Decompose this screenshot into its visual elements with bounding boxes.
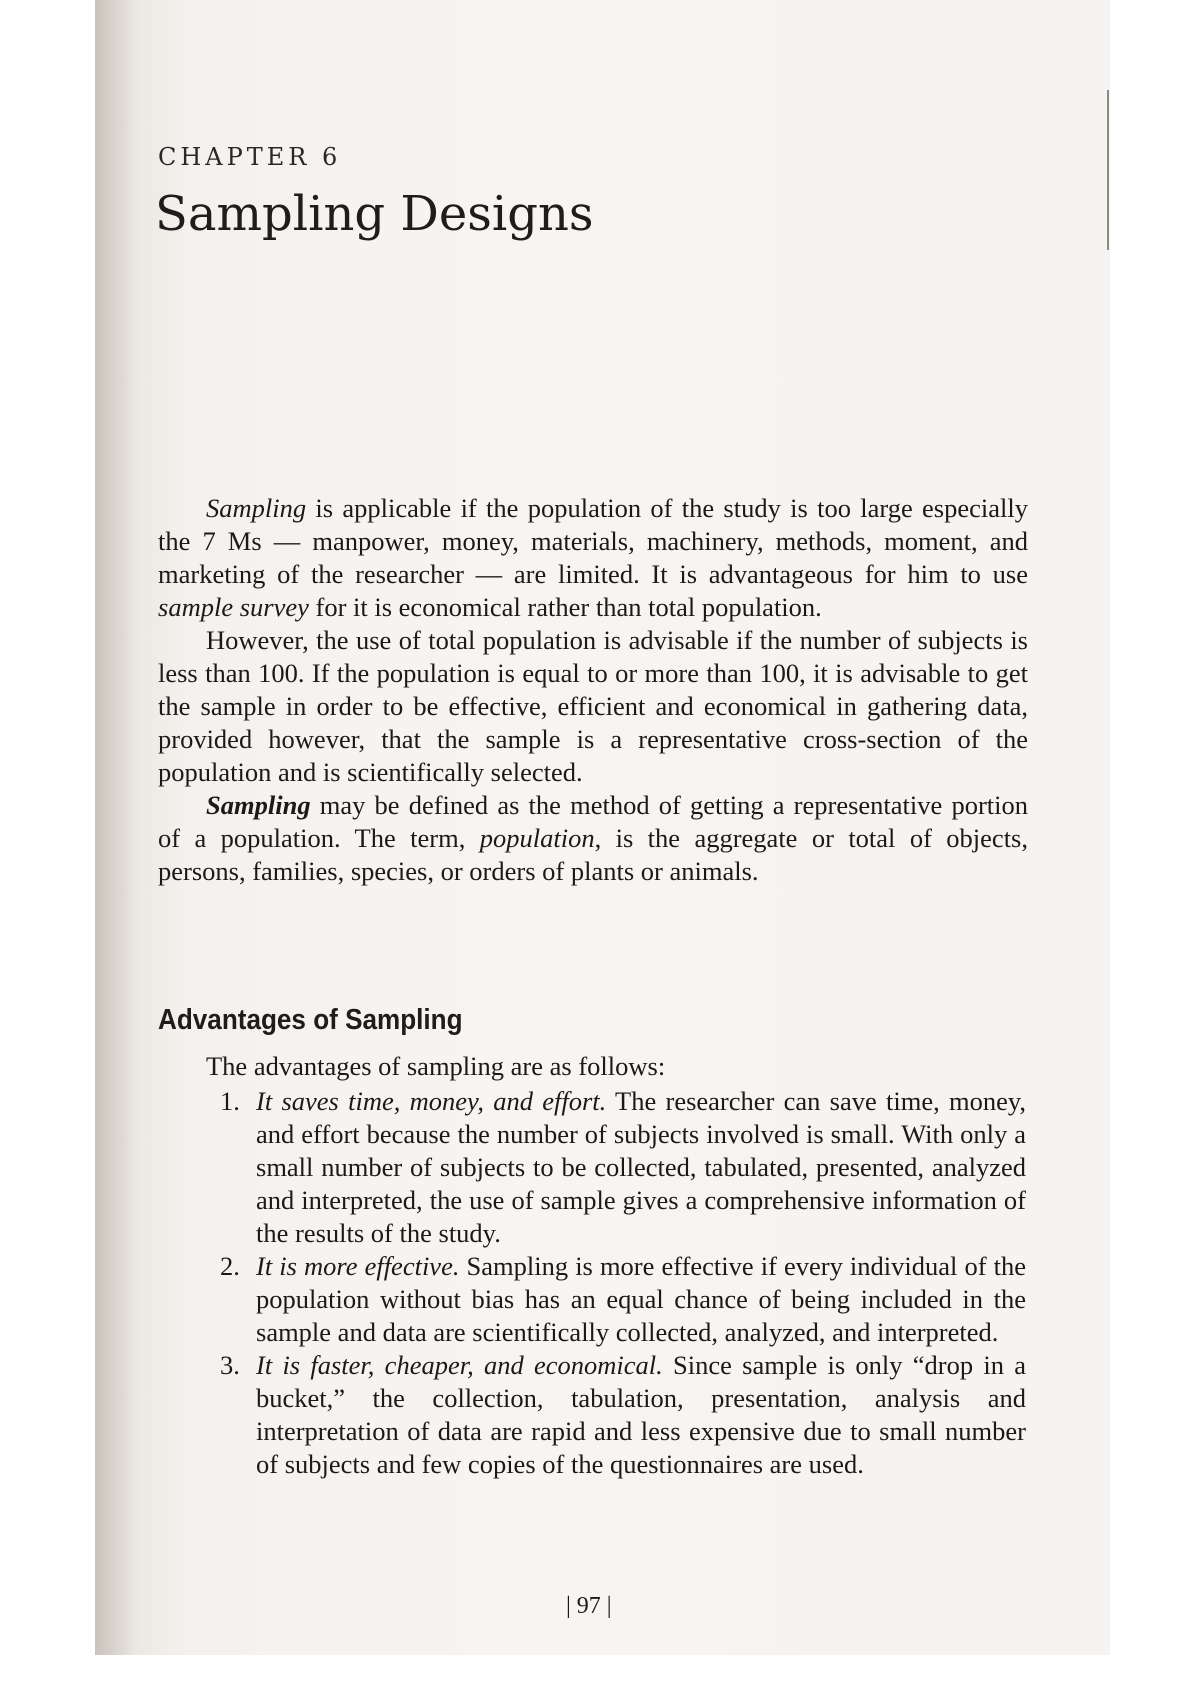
paragraph-text: However, the use of total population is advisable if the number of subjects is less than 100. If the population is equal to or more than 100, it is advisable to get the sample in order to be effective, efficient and economical in gathering data, provided however, that the sample is a representative cross-section of the population and is scientifically selected. [158,625,1028,787]
paragraph-term: Sampling [206,790,311,820]
chapter-title: Sampling Designs [155,186,594,242]
list-item [220,1250,1026,1349]
list-item-text: Sampling is more effective if every individual of the population without bias has an equal chance of being included in the sample and data are scientifically collected, analyzed, and interpreted. [256,1251,1026,1347]
list-item [220,1085,1026,1250]
list-item-text: Since sample is only “drop in a bucket,” the collection, tabulation, presentation, analysis and interpretation of data are rapid and less expensive due to small number of subjects and few copies of the questionnaires are used. [256,1350,1026,1479]
page-edge-line [1107,90,1109,250]
paragraph-term: Sampling [206,493,307,523]
section-heading: Advantages of Sampling [158,1004,463,1036]
paragraph [158,492,1028,624]
paragraph-term: population [479,823,595,853]
list-item-text: The researcher can save time, money, and effort because the number of subjects involved is small. With only a small number of subjects to be collected, tabulated, presented, analyzed and interpreted, the use of sample gives a comprehensive information of the results of the study. [256,1086,1026,1248]
list-item-number: 3. [220,1350,240,1380]
list-item-lead: It is more effective. [256,1251,460,1281]
list-item-number: 2. [220,1251,240,1281]
list-item-lead: It is faster, cheaper, and economical. [256,1350,663,1380]
paragraph-term: sample survey [158,592,309,622]
advantages-list [220,1085,1026,1481]
section-intro: The advantages of sampling are as follows: [206,1051,666,1081]
list-item-lead: It saves time, money, and effort. [256,1086,607,1116]
paragraph-text: is applicable if the population of the study is too large especially the 7 Ms — manpower, money, materials, machinery, methods, moment, and marketing of the researcher — are limited. It is advantageous for him to use [158,493,1028,589]
paragraph-text: , is the aggregate or total of objects, persons, families, species, or orders of plants or animals. [158,823,1028,886]
page-binding-shadow [95,0,135,1655]
paragraph [158,789,1028,888]
list-item [220,1349,1026,1481]
list-item-number: 1. [220,1086,240,1116]
body-text [158,492,1028,888]
chapter-label: CHAPTER 6 [158,143,342,171]
paragraph [158,624,1028,789]
paragraph-text: may be defined as the method of getting a representative portion of a population. The term, [158,790,1028,853]
page-number: | 97 | [566,1593,612,1619]
paragraph-text: for it is economical rather than total population. [308,592,822,622]
